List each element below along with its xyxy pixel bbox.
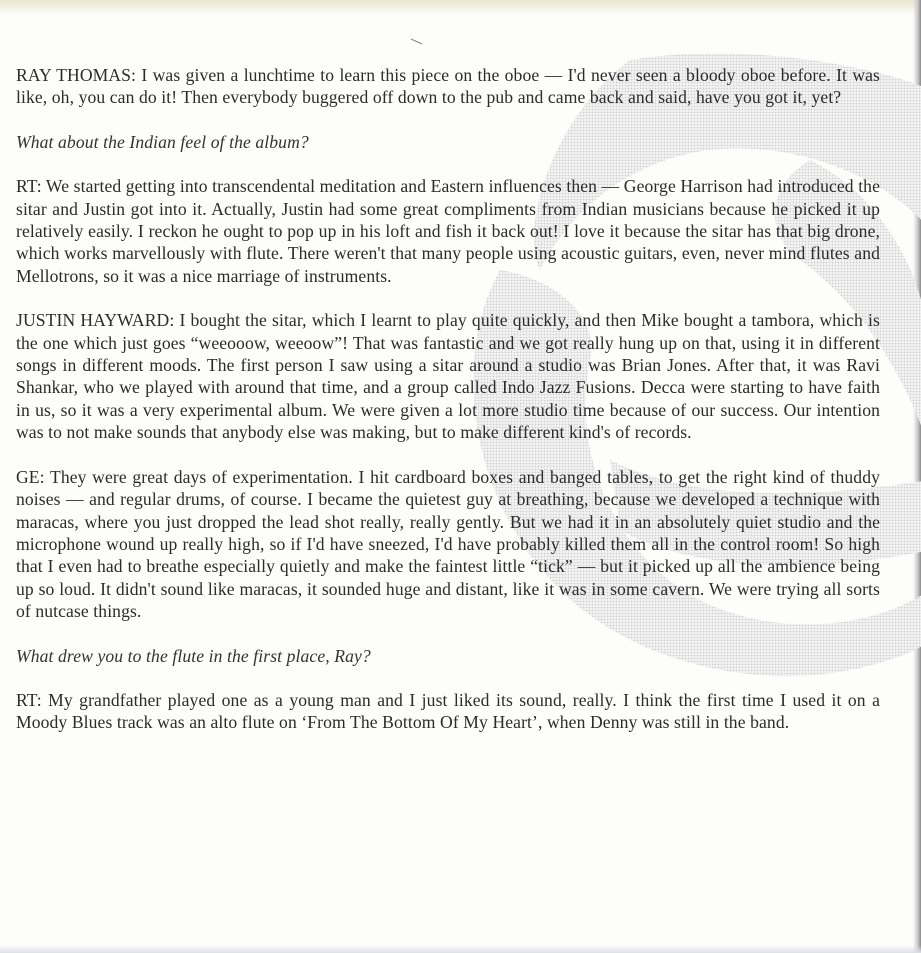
top-edge-band — [0, 0, 921, 14]
paragraph-rt-meditation: RT: We started getting into transcendental meditation and Eastern influences then — George Harrison had introduced the sitar and Justin got into it. Actually, Justin had some great compliments from Indian musicians because he picked it up relatively easily. I reckon he ought to pop up in his loft and fish it back out! I love it because the sitar has that big drone, which works marvellously with flute. There weren't that many people using acoustic guitars, even, never mind flutes and Mellotrons, so it was a nice marriage of instruments. — [16, 176, 880, 286]
paragraph-rt-grandfather: RT: My grandfather played one as a young man and I just liked its sound, really. I think the first time I used it on a Moody Blues track was an alto flute on ‘From The Bottom Of My Heart’, when Denny was still in the band. — [16, 689, 880, 733]
question-flute: What drew you to the flute in the first place, Ray? — [16, 645, 371, 666]
question-indian-feel: What about the Indian feel of the album? — [16, 131, 309, 152]
paragraph-ray-thomas-oboe: RAY THOMAS: I was given a lunchtime to learn this piece on the oboe — I'd never seen a bloody oboe before. It was like, oh, you can do it! Then everybody buggered off down to the pub and came back and said, have you got it, yet? — [16, 65, 880, 108]
paragraph-justin-hayward-sitar: JUSTIN HAYWARD: I bought the sitar, which I learnt to play quite quickly, and then Mike bought a tambora, which is the one which just goes “weeooow, weeoow”! That was fantastic and we got really hung up on that, using it in different songs in different moods. The first person I saw using a sitar around a studio was Brian Jones. After that, it was Ravi Shankar, who we played with around that time, and a group called Indo Jazz Fusions. Decca were starting to have faith in us, so it was a very experimental album. We were given a lot more studio time because of our success. Our intention was to not make sounds that anybody else was making, but to make different kind's of records. — [16, 310, 880, 443]
interview-text — [16, 64, 880, 734]
paragraph-ge-experimentation: GE: They were great days of experimentation. I hit cardboard boxes and banged tables, to get the right kind of thuddy noises — and regular drums, of course. I became the quietest guy at breathing, because we developed a technique with maracas, where you just dropped the lead shot really, really gently. But we had it in an absolutely quiet studio and the microphone wound up really high, so if I'd have sneezed, I'd have probably killed them all in the control room! So high that I even had to breathe especially quietly and make the faintest little “tick” — but it picked up all the ambience being up so loud. It didn't sound like maracas, it sounded huge and distant, like it was in some cavern. We were trying all sorts of nutcase things. — [16, 466, 880, 622]
bottom-edge-band — [0, 945, 921, 953]
stray-print-mark-icon — [410, 38, 424, 46]
